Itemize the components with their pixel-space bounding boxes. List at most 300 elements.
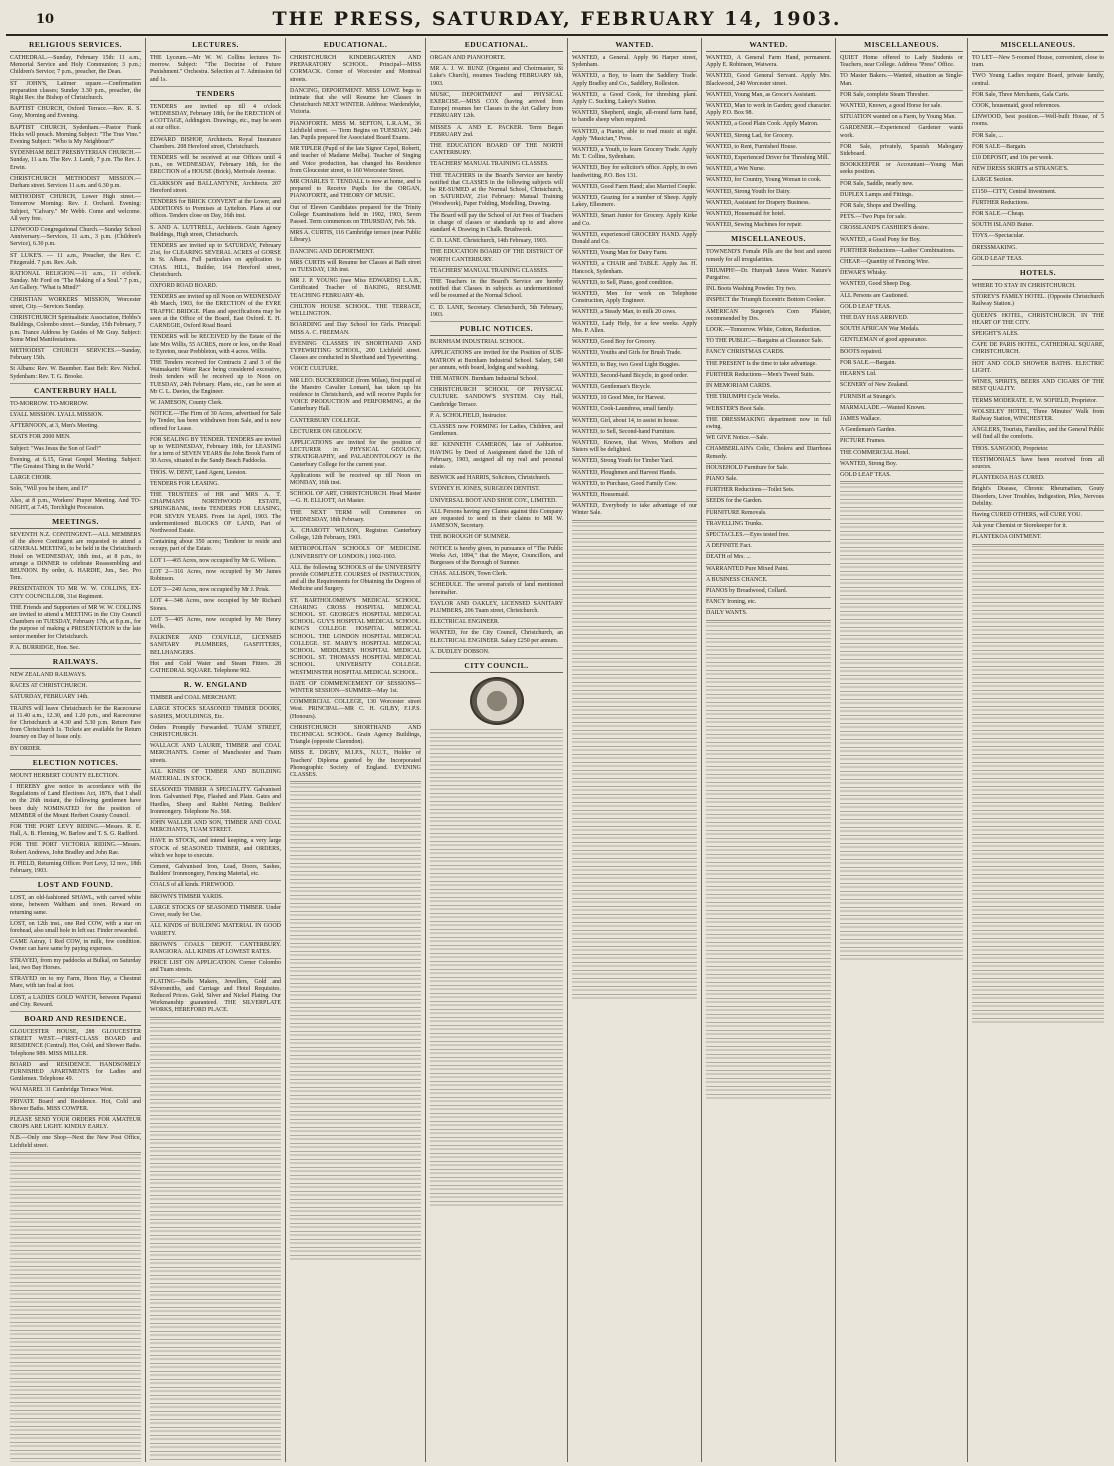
text-texture <box>10 1250 141 1257</box>
text-texture <box>150 1059 281 1066</box>
classified-ad: CHAS. ALLISON, Town Clerk. <box>430 570 563 581</box>
classified-ad: DEWAR'S Whisky. <box>840 269 963 280</box>
text-texture <box>840 499 963 506</box>
text-texture <box>706 790 831 797</box>
text-texture <box>290 1247 421 1254</box>
text-texture <box>706 1038 831 1045</box>
classified-ad: BOOKKEEPER or Accountant—Young Man seeks position. <box>840 161 963 179</box>
text-texture <box>150 1155 281 1162</box>
text-texture <box>840 675 963 682</box>
column-4 <box>426 38 568 1462</box>
text-texture <box>972 578 1104 585</box>
classified-ad: NEW ZEALAND RAILWAYS. <box>10 671 141 682</box>
text-texture <box>840 843 963 850</box>
classified-ad: WANTED, Experienced Driver for Threshing Mill. <box>706 154 831 165</box>
classified-ad: TEACHERS' MANUAL TRAINING CLASSES. <box>430 160 563 171</box>
text-texture <box>840 899 963 906</box>
text-texture <box>290 1151 421 1158</box>
text-texture <box>706 862 831 869</box>
text-texture <box>10 1434 141 1441</box>
classified-ad: Ask your Chemist or Storekeeper for it. <box>972 522 1104 533</box>
text-texture <box>10 1450 141 1457</box>
classified-ad: SPEIGHT'S ALES. <box>972 330 1104 341</box>
classified-ad: FOR SALE—Bargain. <box>972 143 1104 154</box>
text-texture <box>290 959 421 966</box>
text-texture <box>706 782 831 789</box>
text-texture <box>572 562 697 569</box>
classified-ad: STRAYED on to my Farm, Hoon Hay, a Chestnut Mare, with tan foal at foot. <box>10 975 141 993</box>
classified-ad: WANTED, Girl, about 14, to assist in house. <box>572 417 697 428</box>
text-texture <box>972 946 1104 953</box>
classified-ad: P. A. BURRIDGE, Hon. Sec. <box>10 644 141 655</box>
text-texture <box>430 1001 563 1008</box>
text-texture <box>290 1143 421 1150</box>
classified-ad: WANTED, a Boy, to learn the Saddlery Trade. Apply Bradley and Co., Saddlery, Rolleston. <box>572 72 697 90</box>
classified-ad: ANGLERS, Tourists, Families, and the General Public will find all the comforts. <box>972 426 1104 444</box>
text-texture <box>10 1346 141 1353</box>
classified-ad: GOLD LEAF TEAS. <box>840 303 963 314</box>
classified-ad: WANTED, experienced GROCERY HAND. Apply Donald and Co. <box>572 231 697 249</box>
text-texture <box>10 1458 141 1462</box>
text-texture <box>972 594 1104 601</box>
text-texture <box>572 546 697 553</box>
classified-ad: TRIUMPH!—Dr. Hunyadi Janos Water. Nature's Purgative. <box>706 267 831 285</box>
classified-ad: FURTHER Reductions. <box>972 199 1104 210</box>
text-texture <box>290 1015 421 1022</box>
text-texture <box>150 1131 281 1138</box>
classified-ad: ALL the following SCHOOLS of the UNIVERSITY provide COMPLETE COURSES of INSTRUCTION, and all the Requirements for Obtaining the Degrees of Medicine and Surgery. <box>290 564 421 597</box>
text-texture <box>572 666 697 673</box>
classified-ad: H. PIELD, Returning Officer. Port Levy, 12 nov., 18th February, 1903. <box>10 860 141 878</box>
text-texture <box>572 914 697 921</box>
text-texture <box>430 985 563 992</box>
text-texture <box>572 818 697 825</box>
text-texture <box>572 674 697 681</box>
text-texture <box>150 1259 281 1266</box>
classified-ad: SOUTH AFRICAN War Medals. <box>840 325 963 336</box>
classified-ad: CANTERBURY COLLEGE. <box>290 417 421 428</box>
classified-ad: TENDERS are invited up till 4 o'clock WEDNESDAY, February 18th, for the ERECTION of a COTTAGE, Addington. Drawings, etc., may be seen at our office. <box>150 103 281 136</box>
classified-ad: FOR Sale, ... <box>972 132 1104 143</box>
text-texture <box>430 1185 563 1192</box>
text-texture <box>706 830 831 837</box>
classified-ad: CHILTON HOUSE SCHOOL. THE TERRACE, WELLINGTON. <box>290 303 421 321</box>
text-texture <box>430 1177 563 1184</box>
text-texture <box>430 769 563 776</box>
text-texture <box>290 1031 421 1038</box>
text-texture <box>430 1201 563 1208</box>
classified-ad: STRAYED, from my paddocks at Bulkal, on Saturday last, two Bay Horses. <box>10 957 141 975</box>
classified-ad: WANTED, Men for work on Telephone Construction, Apply Engineer. <box>572 290 697 308</box>
classified-ad: THOS. SANGOOD, Proprietor. <box>972 445 1104 456</box>
page-number: 10 <box>36 12 55 27</box>
text-texture <box>840 891 963 898</box>
text-texture <box>10 1218 141 1225</box>
text-texture <box>430 841 563 848</box>
text-texture <box>972 906 1104 913</box>
classified-ad: MR CHARLES T. TENDALL is now at home, and is prepared to Receive Pupils for the ORGAN, PIANOFORTE, and THEORY OF MUSIC. <box>290 178 421 204</box>
classified-ad: INL Boots Washing Powder. Try two. <box>706 285 831 296</box>
text-texture <box>150 1459 281 1462</box>
text-texture <box>972 938 1104 945</box>
text-texture <box>290 1079 421 1086</box>
text-texture <box>290 815 421 822</box>
text-texture <box>972 658 1104 665</box>
text-texture <box>572 530 697 537</box>
section-header: TENDERS <box>150 87 281 101</box>
text-texture <box>430 905 563 912</box>
classified-ad: PICTURE Frames. <box>840 437 963 448</box>
text-texture <box>706 814 831 821</box>
classified-ad: THE Lyceum.—Mr W. W. Collins lectures To-morrow. Subject: "The Doctrine of Future Punishment." Orchestra. Selection at 7. Admission 6d and 1s. <box>150 54 281 87</box>
text-texture <box>840 531 963 538</box>
text-texture <box>290 887 421 894</box>
text-texture <box>430 849 563 856</box>
classified-ad: WANTED, Strong Lad, for Grocery. <box>706 132 831 143</box>
text-texture <box>10 1290 141 1297</box>
text-texture <box>572 842 697 849</box>
text-texture <box>150 1027 281 1034</box>
text-texture <box>572 714 697 721</box>
classified-ad: Bright's Disease, Chronic Rheumatism, Gouty Disorders, Liver Troubles, Indigestion, Piles, Nervous Debility. <box>972 485 1104 511</box>
classified-ad: FOR SALE.—Bargain. <box>840 359 963 370</box>
classified-ad: Subject: "Was Jesus the Son of God?" <box>10 445 141 456</box>
text-texture <box>840 619 963 626</box>
text-texture <box>290 1111 421 1118</box>
text-texture <box>972 778 1104 785</box>
text-texture <box>972 546 1104 553</box>
text-texture <box>972 618 1104 625</box>
text-texture <box>706 950 831 957</box>
text-texture <box>972 738 1104 745</box>
section-header: RAILWAYS. <box>10 655 141 669</box>
text-texture <box>290 1087 421 1094</box>
classified-ad: WANTED, Housemaid for hotel. <box>706 210 831 221</box>
classified-ad: MR TIPLER (Pupil of the late Signor Cepol, Roberti, and teacher of Madame Melba). Teacher of Singing and Voice production, has changed his Residence from Gloucester street, to 160 Worcester Street. <box>290 145 421 178</box>
classified-ad: TENDERS will be received at our Offices until 4 p.m., on WEDNESDAY, February 18th, for the ERECTION of a HOUSE (Brick), Merivale Avenue. <box>150 154 281 180</box>
text-texture <box>840 523 963 530</box>
text-texture <box>706 718 831 725</box>
classified-ad: BAPTIST CHURCH, Oxford Terrace.—Rev. R. S. Gray, Morning and Evening. <box>10 105 141 123</box>
classified-ad: LOT 1—465 Acres, now occupied by Mr G. Wilson. <box>150 557 281 568</box>
classified-ad: WANTED, a Pianist, able to read music at sight. Apply "Musician," Press. <box>572 128 697 146</box>
classified-ad: BOOTS repaired. <box>840 348 963 359</box>
text-texture <box>10 1306 141 1313</box>
text-texture <box>706 958 831 965</box>
text-texture <box>972 746 1104 753</box>
classified-ad: MR A. J. W. BUNZ (Organist and Choirmaster, St Luke's Church), resumes Teaching FEBRUARY 6th, 1903. <box>430 65 563 91</box>
section-header: MEETINGS. <box>10 515 141 529</box>
text-texture <box>430 913 563 920</box>
text-texture <box>290 1135 421 1142</box>
classified-ad: A. DUDLEY DOBSON. <box>430 648 563 659</box>
classified-ad: EDWARD BISHOP, Architects. Royal Insurance Chambers. 208 Hereford street, Christchurch. <box>150 136 281 154</box>
classified-ad: W. JAMESON, County Clerk. <box>150 399 281 410</box>
classified-ad: WANTED, Ploughmen and Harvest Hands. <box>572 469 697 480</box>
classified-ad: LOST, on 12th inst., one Red COW, with a star on forehead, also small hole in left ear. Finder rewarded. <box>10 920 141 938</box>
text-texture <box>840 691 963 698</box>
classified-ad: QUIET Home offered to Lady Students or Teachers, near College. Address "Press" Office. <box>840 54 963 72</box>
classified-ad: AMERICAN Surgeon's Corn Plaister, recommended by Drs. <box>706 308 831 326</box>
text-texture <box>972 714 1104 721</box>
text-texture <box>840 595 963 602</box>
classified-ad: MRS A. CURTIS, 116 Cambridge terrace (near Public Library). <box>290 229 421 247</box>
classified-ad: ELECTRICAL ENGINEER. <box>430 618 563 629</box>
text-texture <box>290 823 421 830</box>
classified-ad: MR J. P. YOUNG (nee Miss EDWARDS) L.A.B., Certificated Teacher of BAKING, RESUME TEACHING FEBRUARY 4th. <box>290 277 421 303</box>
classified-ad: MR LEO. BUCKERIDGE (from Milan), first pupil of the Maestro Cavalier Lomard, has taken up his residence in Christchurch, and will receive Pupils for VOICE PRODUCTION and PERFORMING, at the Canterbury Hall. <box>290 377 421 417</box>
text-texture <box>430 1161 563 1168</box>
text-texture <box>972 562 1104 569</box>
text-texture <box>290 1095 421 1102</box>
text-texture <box>972 850 1104 857</box>
classified-ad: WANTED, Good Boy for Grocery. <box>572 338 697 349</box>
text-texture <box>706 654 831 661</box>
classified-ad: ST. BARTHOLOMEW'S MEDICAL SCHOOL. CHARING CROSS HOSPITAL MEDICAL SCHOOL. ST. GEORGE'S HOSPITAL MEDICAL SCHOOL. GUY'S HOSPITAL MEDICAL SCHOOL. KING'S COLLEGE HOSPITAL MEDICAL SCHOOL. THE LONDON HOSPITAL MEDICAL COLLEGE. ST. MARY'S HOSPITAL MEDICAL SCHOOL. MIDDLESEX HOSPITAL MEDICAL SCHOOL. ST. THOMAS'S HOSPITAL MEDICAL SCHOOL. UNIVERSITY COLLEGE. WESTMINSTER HOSPITAL MEDICAL SCHOOL. <box>290 597 421 680</box>
text-texture <box>150 1043 281 1050</box>
text-texture <box>572 538 697 545</box>
text-texture <box>150 1067 281 1074</box>
text-texture <box>572 554 697 561</box>
text-texture <box>706 1022 831 1029</box>
classified-ad: EVENING CLASSES IN SHORTHAND AND TYPEWRITING SCHOOL, 200 Lichfield street. Classes are conducted in Shorthand and Typewriting. <box>290 340 421 366</box>
classified-ad: WANTED, Shepherd, single, all-round farm hand, to handle sheep when required. <box>572 109 697 127</box>
text-texture <box>840 859 963 866</box>
column-1 <box>6 38 146 1462</box>
classified-ad: £10 DEPOSIT, and 10s per week. <box>972 154 1104 165</box>
text-texture <box>706 1006 831 1013</box>
classified-ad: THE Tenders received for Contracts 2 and 3 of the Waimakariri Water Race being considered excessive, fresh tenders will be received up to Noon on TUESDAY, 24th February. Plans, etc., can be seen at Mr C. L. Davies, the Engineer. <box>150 359 281 399</box>
classified-ad: WANTED, a Good Pony for Boy. <box>840 236 963 247</box>
text-texture <box>290 1063 421 1070</box>
classified-ad: WOLSELEY HOTEL, Three Minutes' Walk from Railway Station, WINCHESTER. <box>972 408 1104 426</box>
classified-ad: PETS.—Two Pups for sale. <box>840 213 963 224</box>
text-texture <box>430 1017 563 1024</box>
text-texture <box>572 594 697 601</box>
classified-ad: TENDERS will be RECEIVED by the Estate of the late Mrs Willis, 55 ACRES, more or less, on the Road to Eyreton, near Prebbleton, with 4 acres. Willis. <box>150 333 281 359</box>
classified-ad: WANTED, Strong Youth for Timber Yard. <box>572 457 697 468</box>
classified-ad: LOT 2—316 Acres, now occupied by Mr James Robinson. <box>150 568 281 586</box>
classified-ad: TENDERS are invited up till Noon on WEDNESDAY 4th March, 1903, for the ERECTION of the EYRE TRAFFIC BRIDGE. Plans and specifications may be seen at the Office of the Board, East Oxford. E. H. CARNEGIE, Oxford Road Board. <box>150 293 281 333</box>
text-texture <box>706 758 831 765</box>
classified-ad: CAFE DE PARIS HOTEL, CATHEDRAL SQUARE, CHRISTCHURCH. <box>972 341 1104 359</box>
text-texture <box>572 850 697 857</box>
text-texture <box>572 994 697 1001</box>
text-texture <box>572 778 697 785</box>
text-texture <box>430 857 563 864</box>
classified-ad: THE DRESSMAKING department now in full swing. <box>706 416 831 434</box>
masthead <box>6 4 1108 36</box>
text-texture <box>572 690 697 697</box>
text-texture <box>430 1153 563 1160</box>
classified-ad: BAPTIST CHURCH, Sydenham.—Pastor Frank Hicks will preach. Morning Subject: "The True Vine." Evening Subject: "Who is My Neighbour?" <box>10 124 141 150</box>
text-texture <box>972 970 1104 977</box>
text-texture <box>430 1081 563 1088</box>
text-texture <box>430 1129 563 1136</box>
section-header: ELECTION NOTICES. <box>10 756 141 770</box>
classified-ad: CHAMBERLAIN's Colic, Cholera and Diarrhoea Remedy. <box>706 445 831 463</box>
text-texture <box>840 883 963 890</box>
text-texture <box>290 879 421 886</box>
text-texture <box>706 910 831 917</box>
classified-ad: WANTED, a Wet Nurse. <box>706 165 831 176</box>
classified-ad: HOT AND COLD SHOWER BATHS. ELECTRIC LIGHT. <box>972 360 1104 378</box>
classified-ad: GLOUCESTER HOUSE, 288 GLOUCESTER STREET WEST.—FIRST-CLASS BOARD and RESIDENCE (Central). Hot, Cold, and Shower Baths. Telephone 989. MISS MILLER. <box>10 1028 141 1061</box>
classified-ad: CAME Astray, 1 Red COW, in milk, few condition. Owner can have same by paying expenses. <box>10 938 141 956</box>
text-texture <box>150 1203 281 1210</box>
classified-ad: WANTED, to Buy, two Good Light Buggies. <box>572 361 697 372</box>
column-2 <box>146 38 286 1462</box>
classified-ad: WANTED, Everybody to take advantage of our Winter Sale. <box>572 502 697 520</box>
text-texture <box>430 1009 563 1016</box>
text-texture <box>290 855 421 862</box>
text-texture <box>430 1033 563 1040</box>
classified-ad: THOS. W. DENT, Land Agent, Leeston. <box>150 469 281 480</box>
text-texture <box>706 902 831 909</box>
text-texture <box>840 515 963 522</box>
classified-ad: LECTURER ON GEOLOGY. <box>290 428 421 439</box>
text-texture <box>290 1023 421 1030</box>
text-texture <box>706 622 831 629</box>
classified-ad: LOT 4—348 Acres, now occupied by Mr Richard Stones. <box>150 597 281 615</box>
classified-ad: WANTED, a General. Apply 96 Harper street, Sydenham. <box>572 54 697 72</box>
text-texture <box>150 1411 281 1418</box>
classified-ad: SOUTH ISLAND Butter. <box>972 221 1104 232</box>
text-texture <box>430 801 563 808</box>
text-texture <box>572 922 697 929</box>
classified-ad: SEASONED TIMBER A SPECIALITY. Galvanised Iron. Galvanised Pipe, Flashed and Plain. Gates and Hurdles, Sheep and Rabbit Netting. Builders' Ironmongery. Telephone No. 568. <box>150 786 281 819</box>
text-texture <box>572 738 697 745</box>
classified-ad: WANTED, a Steady Man, to milk 20 cows. <box>572 308 697 319</box>
text-texture <box>290 943 421 950</box>
text-texture <box>840 683 963 690</box>
classified-ad: WE GIVE Notice.—Sale. <box>706 434 831 445</box>
text-texture <box>430 865 563 872</box>
text-texture <box>430 929 563 936</box>
text-texture <box>150 1139 281 1146</box>
classified-ad: CHEAP.—Quantity of Fencing Wire. <box>840 258 963 269</box>
text-texture <box>840 915 963 922</box>
classified-ad: BURNHAM INDUSTRIAL SCHOOL. <box>430 338 563 349</box>
text-texture <box>10 1194 141 1201</box>
text-texture <box>150 1291 281 1298</box>
text-texture <box>572 794 697 801</box>
text-texture <box>150 1211 281 1218</box>
text-texture <box>972 754 1104 761</box>
classified-ad: TENDERS FOR LEASING. <box>150 480 281 491</box>
text-texture <box>572 706 697 713</box>
text-texture <box>10 1378 141 1385</box>
text-texture <box>150 1107 281 1114</box>
text-texture <box>706 1046 831 1053</box>
city-crest-icon <box>470 677 524 725</box>
classified-ad: METROPOLITAN SCHOOLS OF MEDICINE. (UNIVERSITY OF LONDON.) 1902-1903. <box>290 545 421 563</box>
classified-ad: WANTED, Man to work in Garden; good character. Apply P.O. Box 98. <box>706 102 831 120</box>
text-texture <box>10 1154 141 1161</box>
text-texture <box>10 1338 141 1345</box>
text-texture <box>840 547 963 554</box>
text-texture <box>290 895 421 902</box>
classified-ad: A Gentleman's Garden. <box>840 426 963 437</box>
text-texture <box>150 1051 281 1058</box>
classified-ad: ALL Persons are Cautioned. <box>840 292 963 303</box>
column-7 <box>836 38 968 1462</box>
text-texture <box>840 643 963 650</box>
text-texture <box>430 785 563 792</box>
classified-ad: BOARDING and Day School for Girls. Principal: MISS A. C. FREEMAN. <box>290 321 421 339</box>
classified-ad: WANTED, a Good Cook, for threshing plant. Apply C. Sucking, Lakey's Station. <box>572 91 697 109</box>
text-texture <box>150 1331 281 1338</box>
classified-ad: WANTED, Sewing Machines for repair. <box>706 221 831 232</box>
classified-ad: PRESENTATION TO MR W. W. COLLINS, EX-CITY COUNCILLOR, 31st Regiment. <box>10 585 141 603</box>
classified-ad: OXFORD ROAD BOARD. <box>150 282 281 293</box>
text-texture <box>706 966 831 973</box>
section-header: MISCELLANEOUS. <box>972 38 1104 52</box>
text-texture <box>150 1387 281 1394</box>
classified-ad: WANTED, Assistant for Drapery Business. <box>706 199 831 210</box>
classified-ad: WANTED, to Rent, Furnished House. <box>706 143 831 154</box>
section-header: R. W. ENGLAND <box>150 678 281 692</box>
classified-ad: WANTED, Youths and Girls for Brush Trade. <box>572 349 697 360</box>
text-texture <box>572 986 697 993</box>
classified-ad: CHRISTCHURCH Spiritualistic Association, Hobbs's Buildings, Colombo street.—Sunday, 15th February, 7 p.m. Trance Address by Guides of Mr Gray. Subject: Some Mind Manifestations. <box>10 314 141 347</box>
columns-container <box>6 38 1108 1462</box>
classified-ad: THE Teachers in the Board's Service are hereby notified that Classes in subjects as undermentioned will be resumed at the Normal School. <box>430 278 563 304</box>
text-texture <box>430 881 563 888</box>
classified-ad: FOR Sale, Saddle, nearly new. <box>840 180 963 191</box>
text-texture <box>150 1339 281 1346</box>
text-texture <box>972 722 1104 729</box>
text-texture <box>706 934 831 941</box>
text-texture <box>840 955 963 962</box>
text-texture <box>10 1370 141 1377</box>
text-texture <box>430 961 563 968</box>
text-texture <box>572 882 697 889</box>
text-texture <box>10 1418 141 1425</box>
classified-ad: WANTED, Strong Boy. <box>840 460 963 471</box>
classified-ad: WANTED, for Country, Young Woman to cook. <box>706 176 831 187</box>
section-header: WANTED. <box>706 38 831 52</box>
text-texture <box>290 1223 421 1230</box>
text-texture <box>706 1070 831 1077</box>
classified-ad: C. D. LANE. Christchurch, 14th February, 1903. <box>430 237 563 248</box>
text-texture <box>972 690 1104 697</box>
text-texture <box>972 930 1104 937</box>
text-texture <box>706 710 831 717</box>
text-texture <box>290 927 421 934</box>
classified-ad: NOTICE is hereby given, in pursuance of "The Public Works Act, 1894," that the Mayor, Councillors, and Burgesses of the Borough of Sumner. <box>430 545 563 571</box>
text-texture <box>572 866 697 873</box>
classified-ad: VOICE CULTURE. <box>290 365 421 376</box>
classified-ad: TRAINS will leave Christchurch for the Racecourse at 11.40 a.m., 12.30, and 1.20 p.m., and Racecourse for Christchurch at 4.30 and 5.30 p.m. Return Fare from Christchurch 1s. Tickets are available for Return Journey on Day of Issue only. <box>10 705 141 745</box>
text-texture <box>706 646 831 653</box>
text-texture <box>572 618 697 625</box>
text-texture <box>840 835 963 842</box>
text-texture <box>706 630 831 637</box>
classified-ad: WANTED, A General Farm Hand, permanent. Apply E. Robinson, Waiwera. <box>706 54 831 72</box>
classified-ad: UNIVERSAL BOOT AND SHOE COY., LIMITED. <box>430 497 563 508</box>
text-texture <box>972 666 1104 673</box>
text-texture <box>290 975 421 982</box>
text-texture <box>972 786 1104 793</box>
text-texture <box>150 1299 281 1306</box>
text-texture <box>840 611 963 618</box>
text-texture <box>572 978 697 985</box>
classified-ad: FOR Sale, complete Steam Thresher. <box>840 91 963 102</box>
text-texture <box>10 1362 141 1369</box>
classified-ad: Hot and Cold Water and Steam Fitters. 28 CATHEDRAL SQUARE. Telephone 902. <box>150 660 281 678</box>
classified-ad: MISSES A. AND E. PACKER. Term Began FEBRUARY 2nd. <box>430 124 563 142</box>
